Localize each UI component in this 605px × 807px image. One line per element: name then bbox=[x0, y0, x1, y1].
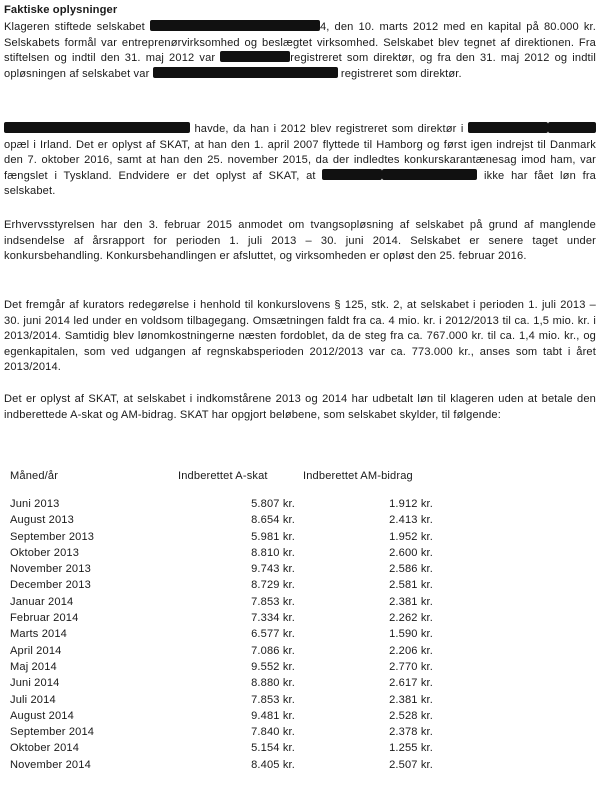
cell-am-bidrag: 1.912 kr. bbox=[389, 498, 433, 510]
cell-month: Juli 2014 bbox=[10, 693, 56, 706]
cell-month: Marts 2014 bbox=[10, 628, 67, 641]
paragraph-company-founding bbox=[4, 20, 596, 82]
table-row bbox=[10, 708, 445, 724]
cell-a-skat: 8.810 kr. bbox=[251, 546, 295, 559]
cell-am-bidrag: 1.255 kr. bbox=[389, 742, 433, 755]
cell-month: December 2013 bbox=[10, 579, 91, 592]
table-row bbox=[10, 594, 445, 610]
cell-month: August 2014 bbox=[10, 709, 74, 722]
cell-am-bidrag: 1.590 kr. bbox=[389, 628, 433, 641]
paragraph-director-info bbox=[4, 122, 596, 200]
table-row bbox=[10, 512, 445, 528]
table-row bbox=[10, 496, 445, 512]
table-row bbox=[10, 740, 445, 756]
cell-am-bidrag: 2.381 kr. bbox=[389, 693, 433, 706]
table-row bbox=[10, 724, 445, 740]
column-header-month: Måned/år bbox=[10, 470, 59, 482]
cell-a-skat: 8.654 kr. bbox=[251, 514, 295, 527]
cell-am-bidrag: 2.378 kr. bbox=[389, 726, 433, 739]
table-row bbox=[10, 626, 445, 642]
cell-am-bidrag: 1.952 kr. bbox=[389, 530, 433, 543]
cell-am-bidrag: 2.262 kr. bbox=[389, 612, 433, 625]
redaction-bar bbox=[150, 20, 320, 31]
cell-month: Oktober 2014 bbox=[10, 742, 80, 755]
table-row bbox=[10, 643, 445, 659]
table-row bbox=[10, 757, 445, 773]
cell-a-skat: 8.729 kr. bbox=[251, 579, 295, 592]
cell-am-bidrag: 2.600 kr. bbox=[389, 546, 433, 559]
text-segment: havde, da han i 2012 blev registreret som direktør i bbox=[190, 123, 468, 135]
table-row bbox=[10, 529, 445, 545]
table-row bbox=[10, 692, 445, 708]
table-row bbox=[10, 659, 445, 675]
paragraph-dissolution: Erhvervsstyrelsen har den 3. februar 2015 anmodet om tvangsopløsning af selskabet på grund af manglende indsendelse af årsrapport for perioden 1. juli 2013 – 30. juni 2014. Selskabet er senere taget under konkursbehandling. Konkursbehandlingen er afsluttet, og virksomheden er opløst den 25. februar 2016. bbox=[4, 219, 596, 263]
section-heading: Faktiske oplysninger bbox=[4, 4, 118, 16]
paragraph-curator-statement: Det fremgår af kurators redegørelse i henhold til konkurslovens § 125, stk. 2, at selskabet i perioden 1. juli 2013 – 30. juni 2014 led under en voldsom tilbagegang. Omsætningen faldt fra ca. 4 mio. kr. i 2012/2013 til ca. 1,5 mio. kr. i 2013/2014. Samtidig blev lønomkostningerne næsten fordoblet, da de steg fra ca. 767.000 kr. til ca. 1,4 mio. kr., og egenkapitalen, som ved udgangen af regnskabsperioden 2012/2013 var ca. 773.000 kr., anses som tabt i året 2013/2014. bbox=[4, 299, 596, 374]
tax-table bbox=[10, 470, 445, 773]
cell-month: Juni 2013 bbox=[10, 498, 60, 510]
cell-a-skat: 7.853 kr. bbox=[251, 595, 295, 608]
table-row bbox=[10, 545, 445, 561]
cell-am-bidrag: 2.206 kr. bbox=[389, 644, 433, 657]
cell-a-skat: 8.405 kr. bbox=[251, 758, 295, 771]
cell-am-bidrag: 2.586 kr. bbox=[389, 563, 433, 576]
redaction-bar bbox=[468, 122, 548, 133]
cell-a-skat: 7.853 kr. bbox=[251, 693, 295, 706]
cell-month: August 2013 bbox=[10, 514, 74, 527]
table-body bbox=[10, 496, 445, 773]
cell-a-skat: 7.086 kr. bbox=[251, 644, 295, 657]
text-segment: registreret som direktør. bbox=[337, 67, 462, 80]
cell-a-skat: 8.880 kr. bbox=[251, 677, 295, 690]
cell-month: September 2014 bbox=[10, 726, 95, 739]
column-header-am-bidrag: Indberettet AM-bidrag bbox=[303, 470, 413, 482]
cell-month: November 2013 bbox=[10, 563, 91, 576]
cell-am-bidrag: 2.381 kr. bbox=[389, 595, 433, 608]
redaction-bar bbox=[220, 51, 290, 62]
redaction-bar bbox=[4, 122, 190, 133]
cell-a-skat: 5.154 kr. bbox=[251, 742, 295, 755]
redaction-bar bbox=[548, 122, 596, 133]
table-row bbox=[10, 577, 445, 593]
cell-am-bidrag: 2.528 kr. bbox=[389, 709, 433, 722]
cell-month: Februar 2014 bbox=[10, 612, 79, 625]
table-row bbox=[10, 610, 445, 626]
cell-month: April 2014 bbox=[10, 644, 62, 657]
cell-month: Oktober 2013 bbox=[10, 546, 80, 559]
cell-month: Juni 2014 bbox=[10, 677, 60, 690]
cell-a-skat: 7.334 kr. bbox=[251, 612, 295, 625]
paragraph-skat-statement: Det er oplyst af SKAT, at selskabet i indkomstårene 2013 og 2014 har udbetalt løn til klageren uden at betale den indberettede A-skat og AM-bidrag. SKAT har opgjort beløbene, som selskabet skylder, til følgende: bbox=[4, 393, 596, 421]
cell-a-skat: 9.552 kr. bbox=[251, 660, 295, 673]
cell-a-skat: 7.840 kr. bbox=[251, 726, 295, 739]
cell-am-bidrag: 2.413 kr. bbox=[389, 514, 433, 527]
text-segment: Klageren stiftede selskabet bbox=[4, 21, 150, 33]
cell-month: September 2013 bbox=[10, 530, 95, 543]
cell-a-skat: 9.481 kr. bbox=[251, 709, 295, 722]
cell-month: November 2014 bbox=[10, 758, 91, 771]
table-header-row bbox=[10, 470, 445, 496]
table-row bbox=[10, 561, 445, 577]
cell-am-bidrag: 2.770 kr. bbox=[389, 660, 433, 673]
cell-a-skat: 5.807 kr. bbox=[251, 498, 295, 510]
text-segment: ikke har fået løn fra selskabet. bbox=[4, 169, 596, 198]
text-segment: registreret som direktør, og fra den 31. maj 2012 og indtil opløsningen af selskabet var bbox=[4, 52, 596, 80]
redaction-bar bbox=[153, 67, 338, 78]
text-segment: opæl i Irland. Det er oplyst af SKAT, at han den 1. april 2007 flyttede til Hamborg og først igen indrejst til Danmark den 7. oktober 2016, samt at han den 25. november 2015, da der indledtes konkurskarantænesag imod ham, var fængslet i Tyskland. Endvidere er det oplyst af SKAT, at bbox=[4, 138, 596, 182]
cell-a-skat: 6.577 kr. bbox=[251, 628, 295, 641]
redaction-bar bbox=[322, 169, 382, 180]
table-row bbox=[10, 675, 445, 691]
column-header-a-skat: Indberettet A-skat bbox=[178, 470, 268, 482]
cell-month: Januar 2014 bbox=[10, 595, 74, 608]
cell-a-skat: 5.981 kr. bbox=[251, 530, 295, 543]
cell-am-bidrag: 2.617 kr. bbox=[389, 677, 433, 690]
cell-month: Maj 2014 bbox=[10, 660, 57, 673]
cell-a-skat: 9.743 kr. bbox=[251, 563, 295, 576]
text-segment: 4, den 10. marts 2012 med en kapital på 80.000 kr. Selskabets formål var entreprenørvirksomhed og beslægtet virksomhed. Selskabet blev tegnet af direktionen. Fra stiftelsen og indtil den 31. maj 2012 var bbox=[4, 21, 596, 65]
cell-am-bidrag: 2.507 kr. bbox=[389, 758, 433, 771]
cell-am-bidrag: 2.581 kr. bbox=[389, 579, 433, 592]
redaction-bar bbox=[382, 169, 477, 180]
